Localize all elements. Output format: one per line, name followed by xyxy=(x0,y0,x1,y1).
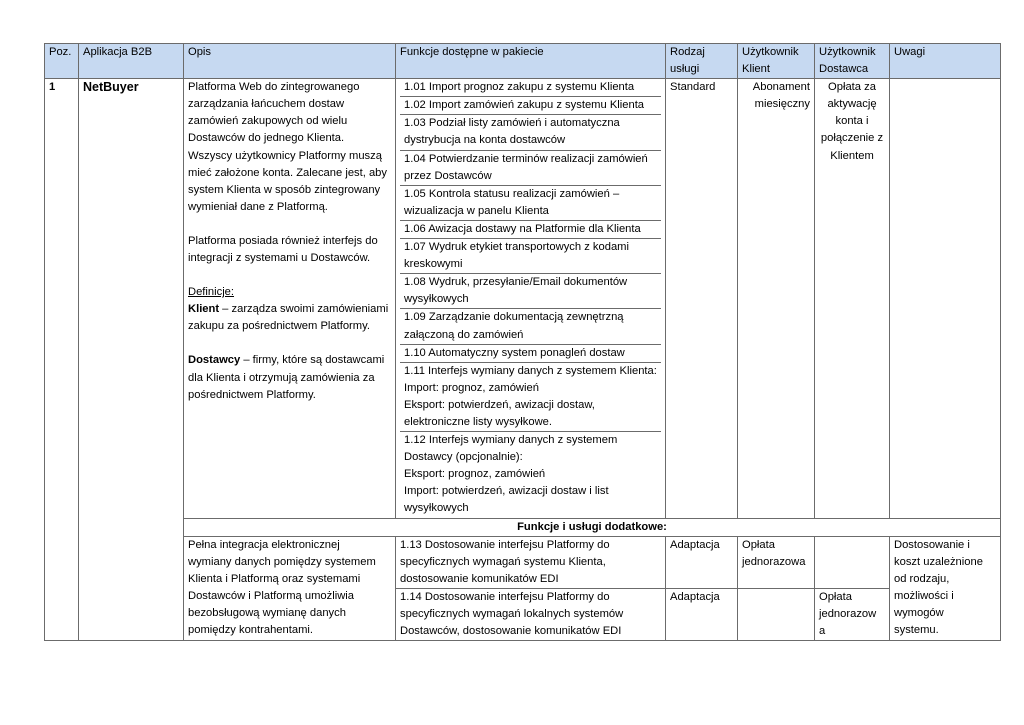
uwagi-line: Dostosowanie i xyxy=(894,538,970,551)
opis-line: mieć założone konta. Zalecane jest, aby xyxy=(188,166,387,179)
cell-extra-function-1-13 xyxy=(396,536,666,588)
uk-line: jednorazowa xyxy=(742,555,806,568)
cell-extra-ud-1-13 xyxy=(815,536,890,588)
extra-opis-line: pomiędzy kontrahentami. xyxy=(188,624,313,637)
cell-extra-uk-1-13 xyxy=(738,536,815,588)
cell-uzytkownik-dostawca xyxy=(815,79,890,518)
definition-text: pośrednictwem Platformy. xyxy=(188,388,316,401)
cell-extra-ud-1-14 xyxy=(815,588,890,640)
col-header-funkcje: Funkcje dostępne w pakiecie xyxy=(396,44,666,79)
header-row xyxy=(45,44,1001,79)
function-item-1-05 xyxy=(400,186,661,221)
col-header-uk-l1: Użytkownik xyxy=(742,46,799,58)
cell-opis xyxy=(184,79,396,518)
uwagi-line: koszt uzależnione xyxy=(894,555,983,568)
function-item-1-04 xyxy=(400,151,661,186)
ud-line: Opłata xyxy=(819,590,852,603)
extra-header-row xyxy=(45,518,1001,536)
cell-app-name: NetBuyer xyxy=(79,79,184,641)
function-line: dostosowanie komunikatów EDI xyxy=(400,572,559,585)
definition-term-dostawcy: Dostawcy xyxy=(188,354,241,367)
function-line: Dostawców, dostosowanie komunikatów EDI xyxy=(400,625,622,638)
function-line: dystrybucja na konta dostawców xyxy=(404,134,566,147)
function-line: 1.01 Import prognoz zakupu z systemu Klienta xyxy=(404,81,635,94)
opis-line: Platforma Web do zintegrowanego xyxy=(188,81,360,94)
extra-opis-line: Klienta i Platformą oraz systemami xyxy=(188,572,361,585)
function-item-1-02 xyxy=(400,97,661,115)
function-line: przez Dostawców xyxy=(404,169,492,182)
function-item-1-12 xyxy=(400,432,661,517)
col-header-poz: Poz. xyxy=(45,44,79,79)
function-item-1-03 xyxy=(400,115,661,150)
function-item-1-06 xyxy=(400,221,661,239)
uwagi-line: od rodzaju, xyxy=(894,572,950,585)
function-line: Import: potwierdzeń, awizacji dostaw i list xyxy=(404,485,609,498)
function-line: Import: prognoz, zamówień xyxy=(404,381,539,394)
table-row-netbuyer xyxy=(45,79,1001,518)
function-line: załączoną do zamówień xyxy=(404,328,524,341)
function-line: 1.13 Dostosowanie interfejsu Platformy do xyxy=(400,538,610,551)
cell-extra-function-1-14 xyxy=(396,588,666,640)
cell-extra-rodzaj-1-14: Adaptacja xyxy=(666,588,738,640)
ud-line: Klientem xyxy=(830,149,874,162)
function-line: 1.02 Import zamówień zakupu z systemu Klienta xyxy=(404,99,645,112)
cell-extra-uwagi xyxy=(890,536,1001,641)
extra-opis-line: wymiany danych pomiędzy systemem xyxy=(188,555,376,568)
col-header-uzytkownik-dostawca xyxy=(815,44,890,79)
function-line: 1.05 Kontrola statusu realizacji zamówień – xyxy=(404,187,620,200)
opis-line: zamówień zakupowych od wielu xyxy=(188,115,348,128)
col-header-opis: Opis xyxy=(184,44,396,79)
col-header-ud-l2: Dostawca xyxy=(819,63,869,76)
opis-paragraph-1 xyxy=(188,79,391,216)
definition-text: – firmy, które są dostawcami xyxy=(240,354,385,367)
function-item-1-09 xyxy=(400,309,661,344)
ud-line: aktywację xyxy=(827,98,877,111)
function-line: 1.12 Interfejs wymiany danych z systemem xyxy=(404,434,618,447)
uwagi-line: systemu. xyxy=(894,624,939,637)
function-line: 1.03 Podział listy zamówień i automatyczna xyxy=(404,117,620,130)
col-header-rodzaj-l1: Rodzaj xyxy=(670,46,705,58)
definition-text: zakupu za pośrednictwem Platformy. xyxy=(188,320,370,333)
col-header-ud-l1: Użytkownik xyxy=(819,46,876,58)
function-line: 1.07 Wydruk etykiet transportowych z kodami xyxy=(404,241,629,254)
function-item-1-08 xyxy=(400,274,661,309)
function-line: wysyłkowych xyxy=(404,293,469,306)
cell-uwagi xyxy=(890,79,1001,518)
function-item-1-07 xyxy=(400,239,661,274)
function-item-1-01 xyxy=(400,79,661,97)
opis-line: Wszyscy użytkownicy Platformy muszą xyxy=(188,149,382,162)
uwagi-line: wymogów xyxy=(894,607,944,619)
function-line: 1.11 Interfejs wymiany danych z systemem Klienta: xyxy=(404,364,657,377)
uwagi-line: możliwości i xyxy=(894,589,954,602)
cell-poz: 1 xyxy=(45,79,79,641)
opis-line: zarządzania łańcuchem dostaw xyxy=(188,98,345,111)
function-line: 1.10 Automatyczny system ponagleń dostaw xyxy=(404,346,625,359)
function-line: 1.04 Potwierdzanie terminów realizacji zamówień xyxy=(404,152,648,165)
table-row-extra-1-13 xyxy=(45,536,1001,588)
ud-line: połączenie z xyxy=(820,132,884,145)
function-line: 1.06 Awizacja dostawy na Platformie dla Klienta xyxy=(404,222,641,235)
uk-line: Opłata xyxy=(742,538,775,551)
ud-line: konta i xyxy=(835,115,869,128)
col-header-rodzaj-l2: usługi xyxy=(670,63,700,76)
function-line: specyficznych wymagań lokalnych systemów xyxy=(400,608,624,620)
ud-line: jednorazow xyxy=(819,608,877,620)
function-line: Eksport: prognoz, zamówień xyxy=(404,468,546,481)
function-line: 1.09 Zarządzanie dokumentacją zewnętrzną xyxy=(404,311,624,324)
opis-line: system Klienta w sposób zintegrowany xyxy=(188,183,381,196)
col-header-uk-l2: Klient xyxy=(742,63,770,76)
extra-opis-line: Dostawców i Platformą umożliwia xyxy=(188,589,354,602)
function-item-1-10 xyxy=(400,345,661,363)
definition-term-klient: Klient xyxy=(188,303,220,316)
cell-functions xyxy=(396,79,666,518)
col-header-rodzaj xyxy=(666,44,738,79)
extra-functions-header: Funkcje i usługi dodatkowe: xyxy=(184,518,1001,536)
opis-line: Dostawców do jednego Klienta. xyxy=(188,132,345,145)
opis-line: integracji z systemami u Dostawców. xyxy=(188,252,371,265)
opis-line: Platforma posiada również interfejs do xyxy=(188,234,378,247)
function-item-1-11 xyxy=(400,363,661,432)
opis-paragraph-2 xyxy=(188,233,391,267)
col-header-app: Aplikacja B2B xyxy=(79,44,184,79)
function-line: Dostawcy (opcjonalnie): xyxy=(404,451,523,464)
extra-opis-line: bezobsługową wymianę danych xyxy=(188,607,346,619)
col-header-uwagi: Uwagi xyxy=(890,44,1001,79)
cell-extra-opis xyxy=(184,536,396,641)
definitions-title: Definicje: xyxy=(188,286,235,299)
function-line: specyficznych wymagań systemu Klienta, xyxy=(400,555,606,568)
cell-uzytkownik-klient xyxy=(738,79,815,518)
cell-rodzaj: Standard xyxy=(666,79,738,518)
function-line: 1.14 Dostosowanie interfejsu Platformy do xyxy=(400,590,610,603)
definition-klient xyxy=(188,301,391,318)
function-line: 1.08 Wydruk, przesyłanie/Email dokumentów xyxy=(404,276,628,289)
extra-opis-line: Pełna integracja elektronicznej xyxy=(188,538,340,551)
cell-extra-rodzaj-1-13: Adaptacja xyxy=(666,536,738,588)
function-line: kreskowymi xyxy=(404,258,463,271)
function-line: elektroniczne listy wysyłkowe. xyxy=(404,415,552,428)
opis-line: wymieniał dane z Platformą. xyxy=(188,200,328,213)
definition-dostawcy xyxy=(188,352,391,369)
offer-table xyxy=(44,43,1001,641)
cell-extra-uk-1-14 xyxy=(738,588,815,640)
uk-line: Abonament xyxy=(752,81,810,94)
ud-line: Opłata za xyxy=(828,81,876,94)
definition-text: – zarządza swoimi zamówieniami xyxy=(219,303,389,316)
function-line: Eksport: potwierdzeń, awizacji dostaw, xyxy=(404,398,595,411)
ud-line: a xyxy=(819,625,826,638)
function-line: wysyłkowych xyxy=(404,502,469,515)
col-header-uzytkownik-klient xyxy=(738,44,815,79)
function-line: wizualizacja w panelu Klienta xyxy=(404,204,549,217)
definition-text: dla Klienta i otrzymują zamówienia za xyxy=(188,371,375,384)
uk-line: miesięczny xyxy=(754,98,810,111)
